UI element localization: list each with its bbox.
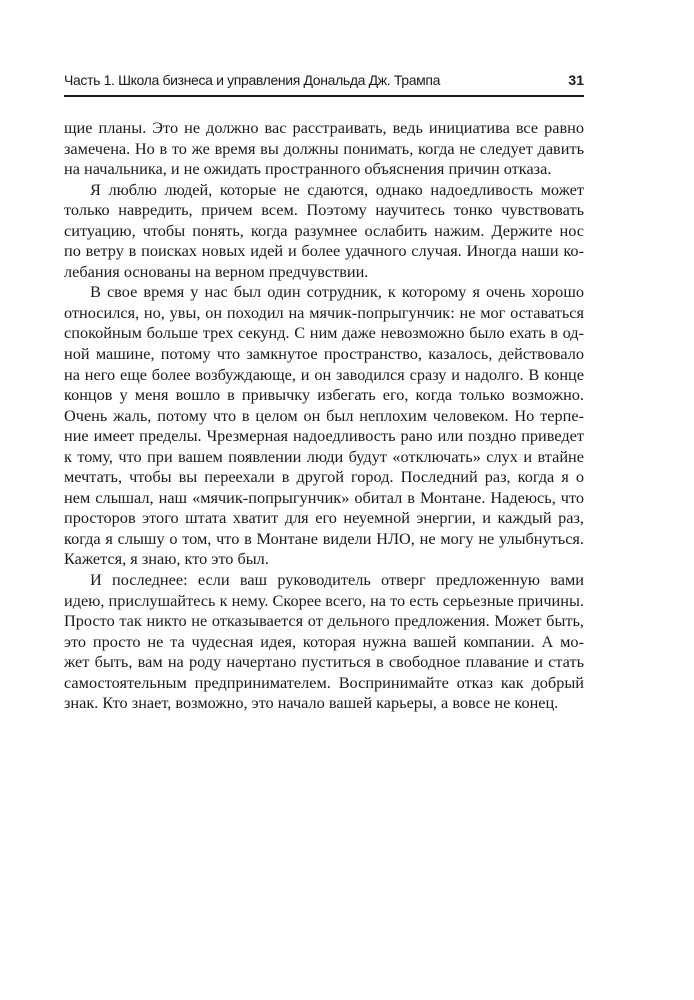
text-line: ситуацию, чтобы понять, когда разумнее ослабить нажим. Держите нос	[64, 220, 584, 240]
text-line: мечтать, чтобы вы переехали в другой город. Последний раз, когда я о	[64, 467, 584, 487]
text-line: самостоятельным предпринимателем. Воспринимайте отказ как добрый	[64, 672, 584, 692]
text-line: только навредить, причем всем. Поэтому научитесь тонко чувствовать	[64, 200, 584, 220]
text-line: ной машине, потому что замкнутое пространство, казалось, действовало	[64, 344, 584, 364]
text-line: концов у меня вошло в привычку избегать его, когда только возможно.	[64, 385, 584, 405]
text-line: нем слышал, наш «мячик-попрыгунчик» обитал в Монтане. Надеюсь, что	[64, 487, 584, 507]
running-header	[64, 72, 584, 94]
header-rule	[64, 95, 584, 97]
text-line: относился, но, увы, он походил на мячик-попрыгунчик: не мог оставаться	[64, 302, 584, 322]
text-line: Я люблю людей, которые не сдаются, однако надоедливость может	[90, 179, 584, 199]
text-line: на него еще более возбуждающе, и он заводился сразу и надолго. В конце	[64, 364, 584, 384]
text-line: идею, прислушайтесь к нему. Скорее всего, на то есть серьезные причины.	[64, 590, 584, 610]
text-line: И последнее: если ваш руководитель отверг предложенную вами	[90, 570, 584, 590]
text-line: это просто не та чудесная идея, которая нужна вашей компании. А мо-	[64, 631, 584, 651]
text-line: к тому, что при вашем появлении люди будут «отключать» слух и втайне	[64, 446, 584, 466]
text-line: на начальника, и не ожидать пространного объяснения причин отказа.	[64, 159, 552, 179]
text-line: В свое время у нас был один сотрудник, к которому я очень хорошо	[90, 282, 584, 302]
text-line: ние имеет пределы. Чрезмерная надоедливость рано или поздно приведет	[64, 426, 584, 446]
text-line: когда я слышу о том, что в Монтане видели НЛО, не могу не улыбнуться.	[64, 528, 584, 548]
text-line: знак. Кто знает, возможно, это начало вашей карьеры, а вовсе не конец.	[64, 693, 559, 713]
text-line: Очень жаль, потому что в целом он был неплохим человеком. Но терпе-	[64, 405, 584, 425]
running-title: Часть 1. Школа бизнеса и управления Дональда Дж. Трампа	[64, 72, 441, 88]
page-number: 31	[568, 72, 584, 88]
text-line: жет быть, вам на роду начертано пуститься в свободное плавание и стать	[64, 652, 584, 672]
text-line: спокойным больше трех секунд. С ним даже невозможно было ехать в од-	[64, 323, 584, 343]
body-text	[64, 118, 584, 714]
text-line: Кажется, я знаю, кто это был.	[64, 549, 269, 569]
text-line: просторов этого штата хватит для его неуемной энергии, и каждый раз,	[64, 508, 584, 528]
text-line: лебания основаны на верном предчувствии.	[64, 261, 369, 281]
text-line: замечена. Но в то же время вы должны понимать, когда не следует давить	[64, 138, 584, 158]
text-line: по ветру в поисках новых идей и более удачного случая. Иногда наши ко-	[64, 241, 584, 261]
text-line: щие планы. Это не должно вас расстраивать, ведь инициатива все равно	[64, 118, 584, 137]
text-line: Просто так никто не отказывается от дельного предложения. Может быть,	[64, 611, 584, 631]
